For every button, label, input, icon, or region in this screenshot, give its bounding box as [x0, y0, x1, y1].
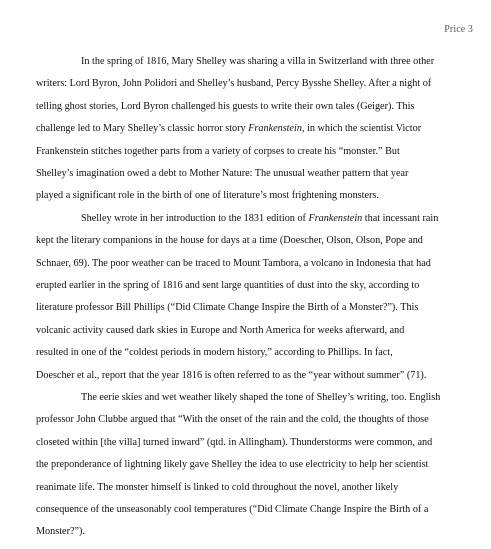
paragraph-line: erupted earlier in the spring of 1816 and sent large quantities of dust into the sky, according to — [36, 280, 420, 291]
paragraph-line: Monster?”). — [36, 526, 85, 538]
paragraph-line: In the spring of 1816, Mary Shelley was sharing a villa in Switzerland with three other — [81, 56, 435, 67]
book-title: Frankenstein — [308, 212, 363, 224]
book-title: Frankenstein — [248, 123, 302, 135]
paragraph-line: consequence of the unseasonably cool temperatures (“Did Climate Change Inspire the Birth of a — [36, 504, 429, 515]
paragraph-line: writers: Lord Byron, John Polidori and Shelley’s husband, Percy Bysshe Shelley. After a night of — [36, 78, 432, 90]
paragraph-line: played a significant role in the birth of one of literature’s most frightening monsters. — [36, 190, 379, 202]
paragraph-line: Frankenstein stitches together parts from a variety of corpses to create his “monster.” But — [36, 145, 400, 157]
paragraph-line: reanimate life. The monster himself is linked to cold throughout the novel, another likely — [36, 481, 399, 493]
paragraph-line: kept the literary companions in the house for days at a time (Doescher, Olson, Olson, Pope and — [36, 235, 423, 247]
paragraph-line: professor John Clubbe argued that “With the onset of the rain and the cold, the thoughts of those — [36, 414, 429, 426]
paragraph-line: volcanic activity caused dark skies in Europe and North America for weeks afterward, and — [36, 324, 405, 336]
page-header: Price 3 — [444, 24, 473, 35]
paragraph-line: telling ghost stories, Lord Byron challenged his guests to write their own tales (Geiger). This — [36, 100, 415, 112]
paragraph-line: Shelley’s imagination owed a debt to Mother Nature: The unusual weather pattern that year — [36, 168, 409, 179]
paragraph-line: Schnaer, 69). The poor weather can be traced to Mount Tambora, a volcano in Indonesia that had — [36, 257, 431, 269]
paragraph-line: closeted within [the villa] turned inward” (qtd. in Allingham). Thunderstorms were common, and — [36, 436, 433, 448]
paragraph-line: Doescher et al., report that the year 1816 is often referred to as the “year without summer” (71). — [36, 369, 427, 381]
paragraph-line: Shelley wrote in her introduction to the 1831 edition of Frankenstein that incessant rain — [81, 212, 439, 224]
paragraph-line: the preponderance of lightning likely gave Shelley the idea to use electricity to help her scientist — [36, 459, 429, 471]
paragraph-line: resulted in one of the “coldest periods in modern history,” according to Phillips. In fact, — [36, 347, 393, 359]
paragraph-line: literature professor Bill Phillips (“Did Climate Change Inspire the Birth of a Monster?”). This — [36, 302, 419, 314]
paragraph-line: challenge led to Mary Shelley’s classic horror story Frankenstein, in which the scientist Victor — [36, 123, 422, 135]
paragraph-line: The eerie skies and wet weather likely shaped the tone of Shelley’s writing, too. English — [81, 392, 441, 403]
